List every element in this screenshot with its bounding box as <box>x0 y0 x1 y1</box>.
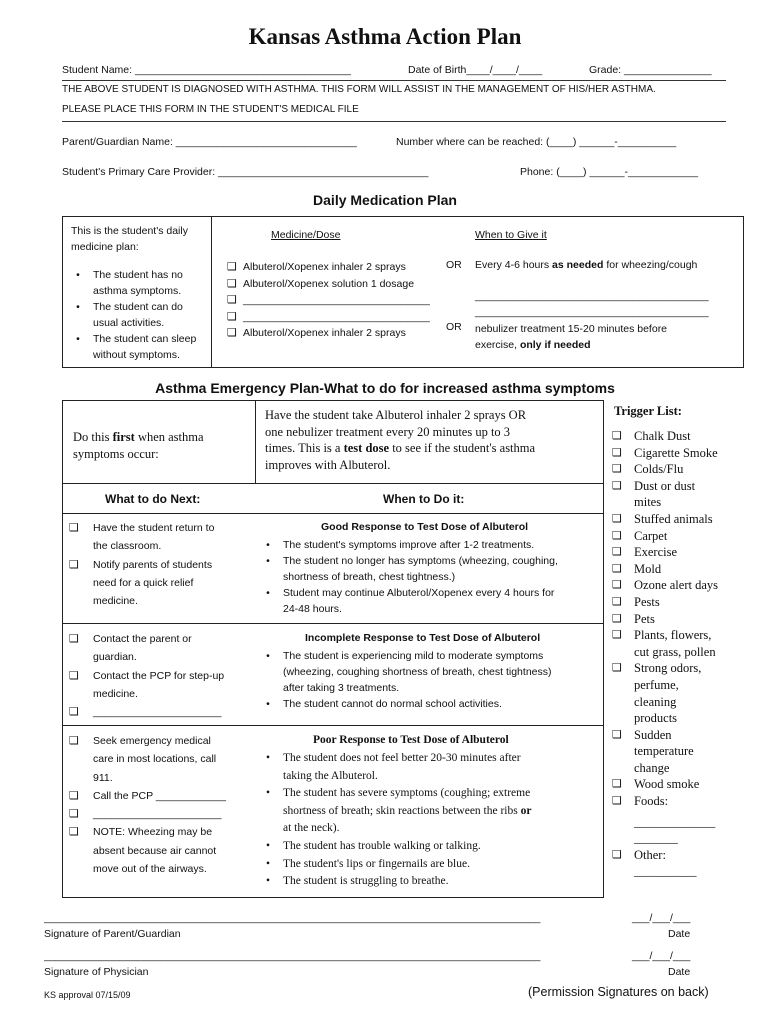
when-blank[interactable]: ________________________________________ <box>475 306 709 318</box>
divider <box>62 80 726 81</box>
when-to-do-it-header: When to Do it: <box>383 492 465 506</box>
list-item: • The student has trouble walking or talking. <box>265 839 481 852</box>
list-item[interactable]: ❑ Strong odors, perfume, cleaning products <box>612 661 702 726</box>
parent-signature-line[interactable]: _____________________________________________________________________________________ <box>44 912 541 924</box>
when-1: Every 4-6 hours as needed for wheezing/cough <box>475 259 698 271</box>
checkbox-icon: ❑ <box>227 276 237 290</box>
checkbox-icon: ❑ <box>69 788 79 802</box>
list-item[interactable]: ❑ Contact the parent or guardian. <box>69 632 192 664</box>
checkbox-icon: ❑ <box>69 734 79 747</box>
physician-date-line[interactable]: ___/___/___ <box>632 950 691 962</box>
checkbox-icon: ❑ <box>227 326 237 340</box>
list-item[interactable]: ❑ Wood smoke <box>612 777 700 792</box>
physician-signature-line[interactable]: _____________________________________________________________________________________ <box>44 950 541 962</box>
parent-signature-label: Signature of Parent/Guardian <box>44 928 181 940</box>
checkbox-icon: ❑ <box>69 668 79 682</box>
emergency-plan-box <box>62 400 604 898</box>
checkbox-icon: ❑ <box>227 260 237 273</box>
checkbox-icon: ❑ <box>612 628 622 642</box>
list-item[interactable]: ❑ Albuterol/Xopenex inhaler 2 sprays <box>227 326 406 340</box>
list-item: • The student can do usual activities. <box>76 301 183 329</box>
or-label: OR <box>446 321 462 333</box>
emergency-plan-title: Asthma Emergency Plan-What to do for increased asthma symptoms <box>155 380 615 396</box>
list-item: • The student's lips or fingernails are blue. <box>265 857 470 870</box>
good-actions <box>69 519 214 610</box>
divider <box>62 121 726 122</box>
list-item: • The student does not feel better 20-30 minutes after taking the Albuterol. <box>265 752 521 782</box>
daily-intro: This is the student's daily medicine plan: <box>71 225 188 253</box>
incomplete-response-heading: Incomplete Response to Test Dose of Albuterol <box>305 632 541 644</box>
daily-bullets <box>69 267 196 363</box>
notice-line-1: THE ABOVE STUDENT IS DIAGNOSED WITH ASTHMA. THIS FORM WILL ASSIST IN THE MANAGEMENT OF HIS/HER ASTHMA. <box>62 84 656 95</box>
physician-signature-label: Signature of Physician <box>44 966 149 978</box>
good-bullets <box>259 537 558 617</box>
checkbox-icon: ❑ <box>612 545 622 559</box>
checkbox-icon: ❑ <box>612 727 622 741</box>
student-name-field[interactable]: Student Name: _____________________________________ <box>62 64 352 76</box>
checkbox-icon: ❑ <box>612 661 622 675</box>
daily-plan-box <box>62 216 744 368</box>
list-item: • The student is experiencing mild to moderate symptoms (wheezing, coughing shortness of breath, chest tightness) after taking 3 treatments. <box>266 650 552 694</box>
list-item[interactable]: ❑ Pests <box>612 594 660 609</box>
list-item[interactable]: ❑ Plants, flowers, cut grass, pollen <box>612 628 716 659</box>
checkbox-icon: ❑ <box>612 528 622 542</box>
checkbox-icon: ❑ <box>612 478 622 492</box>
when-blank[interactable]: ________________________________________ <box>475 290 709 302</box>
parent-date-line[interactable]: ___/___/___ <box>632 912 691 924</box>
checkbox-icon: ❑ <box>612 462 622 476</box>
checkbox-icon: ❑ <box>612 594 622 608</box>
poor-actions <box>69 732 226 878</box>
list-item[interactable]: ❑ ________________________________ <box>227 293 430 307</box>
list-item[interactable]: ❑ Contact the PCP for step-up medicine. <box>69 668 225 700</box>
or-label: OR <box>446 259 462 271</box>
list-item[interactable]: ❑ Chalk Dust <box>612 429 691 443</box>
list-item[interactable]: ❑ NOTE: Wheezing may be absent because air cannot move out of the airways. <box>69 825 217 876</box>
trigger-list <box>612 404 762 880</box>
reach-number-field[interactable]: Number where can be reached: (____) ______-__________ <box>396 136 677 148</box>
medicine-list <box>227 259 430 342</box>
list-item: • The student no longer has symptoms (wheezing, coughing, shortness of breath, chest tightness.) <box>266 555 558 583</box>
checkbox-icon: ❑ <box>612 578 622 592</box>
approval-note: KS approval 07/15/09 <box>44 990 131 1000</box>
daily-plan-title: Daily Medication Plan <box>313 192 457 208</box>
list-item[interactable]: ❑ ______________________ <box>69 703 224 721</box>
list-item[interactable]: ❑ Ozone alert days <box>612 578 718 593</box>
list-item[interactable]: ❑ Stuffed animals <box>612 511 713 526</box>
list-item: • The student has severe symptoms (coughing; extreme shortness of breath; skin reactions between the ribs or at the neck). <box>265 787 532 835</box>
pcp-phone-field[interactable]: Phone: (____) ______-____________ <box>520 166 699 178</box>
notice-line-2: PLEASE PLACE THIS FORM IN THE STUDENT'S MEDICAL FILE <box>62 104 359 115</box>
test-dose-instructions: Have the student take Albuterol inhaler 2 sprays OR one nebulizer treatment every 20 minutes up to 3 times. This is a test dose to see if the student's asthma improves with Albuterol. <box>265 408 536 472</box>
checkbox-icon: ❑ <box>69 557 79 571</box>
list-item: • The student is struggling to breathe. <box>265 875 449 888</box>
poor-bullets <box>259 750 531 891</box>
list-item: • The student cannot do normal school activities. <box>266 698 502 710</box>
list-item[interactable]: ❑ Mold <box>612 561 662 576</box>
poor-response-heading: Poor Response to Test Dose of Albuterol <box>313 734 509 746</box>
list-item: • Student may continue Albuterol/Xopenex every 4 hours for 24-48 hours. <box>266 587 555 615</box>
list-item[interactable]: ❑ Albuterol/Xopenex inhaler 2 sprays <box>227 260 406 273</box>
checkbox-icon: ❑ <box>69 632 79 645</box>
first-step-label: Do this first when asthma symptoms occur: <box>73 430 204 461</box>
what-to-do-next-header: What to do Next: <box>105 492 201 506</box>
list-item: • The student has no asthma symptoms. <box>76 269 183 297</box>
dob-field[interactable]: Date of Birth____/____/____ <box>408 64 543 76</box>
permission-note: (Permission Signatures on back) <box>528 985 709 999</box>
trigger-list-title: Trigger List: <box>614 404 682 418</box>
list-item[interactable]: ❑ Have the student return to the classroom. <box>69 521 215 553</box>
date-label: Date <box>668 966 691 978</box>
list-item[interactable]: ❑ Notify parents of students need for a quick relief medicine. <box>69 557 213 608</box>
checkbox-icon: ❑ <box>612 445 622 459</box>
list-item[interactable]: ❑ Sudden temperature change <box>612 727 694 775</box>
checkbox-icon: ❑ <box>612 794 622 808</box>
checkbox-icon: ❑ <box>227 309 237 323</box>
pcp-field[interactable]: Student's Primary Care Provider: ____________________________________ <box>62 166 429 178</box>
checkbox-icon: ❑ <box>612 429 622 442</box>
incomplete-bullets <box>259 648 552 712</box>
checkbox-icon: ❑ <box>612 777 622 791</box>
checkbox-icon: ❑ <box>227 293 237 307</box>
list-item[interactable]: ❑ Dust or dust mites <box>612 478 696 510</box>
when-to-give-header: When to Give it <box>475 229 547 241</box>
list-item: • The student can sleep without symptoms. <box>76 333 197 361</box>
date-label: Date <box>668 928 691 940</box>
checkbox-icon: ❑ <box>69 825 79 839</box>
list-item[interactable]: ❑ Call the PCP ____________ <box>69 787 226 805</box>
checkbox-icon: ❑ <box>69 521 79 534</box>
list-item[interactable]: ❑ Pets <box>612 611 655 626</box>
list-item[interactable]: ❑ Foods: _____________ _______ <box>612 794 716 846</box>
list-item[interactable]: ❑ Cigarette Smoke <box>612 445 718 460</box>
list-item[interactable]: ❑ Carpet <box>612 528 668 543</box>
list-item: • The student's symptoms improve after 1-2 treatments. <box>266 539 535 551</box>
list-item[interactable]: ❑ Other: __________ <box>612 847 697 879</box>
checkbox-icon: ❑ <box>69 705 79 719</box>
checkbox-icon: ❑ <box>612 561 622 575</box>
list-item[interactable]: ❑ Seek emergency medical care in most locations, call 911. <box>69 734 217 784</box>
checkbox-icon: ❑ <box>612 611 622 625</box>
list-item[interactable]: ❑ ______________________ <box>69 805 226 823</box>
when-5: nebulizer treatment 15-20 minutes before exercise, only if needed <box>475 323 668 351</box>
medicine-dose-header: Medicine/Dose <box>271 229 341 241</box>
list-item[interactable]: ❑ Albuterol/Xopenex solution 1 dosage <box>227 276 415 290</box>
guardian-name-field[interactable]: Parent/Guardian Name: _______________________________ <box>62 136 357 148</box>
incomplete-actions <box>69 630 224 721</box>
list-item[interactable]: ❑ Exercise <box>612 545 678 560</box>
grade-field[interactable]: Grade: _______________ <box>589 64 712 76</box>
good-response-heading: Good Response to Test Dose of Albuterol <box>321 521 529 533</box>
checkbox-icon: ❑ <box>612 847 622 861</box>
page-title: Kansas Asthma Action Plan <box>248 24 522 49</box>
list-item[interactable]: ❑ ________________________________ <box>227 309 430 323</box>
checkbox-icon: ❑ <box>69 807 79 821</box>
list-item[interactable]: ❑ Colds/Flu <box>612 462 684 477</box>
checkbox-icon: ❑ <box>612 511 622 525</box>
